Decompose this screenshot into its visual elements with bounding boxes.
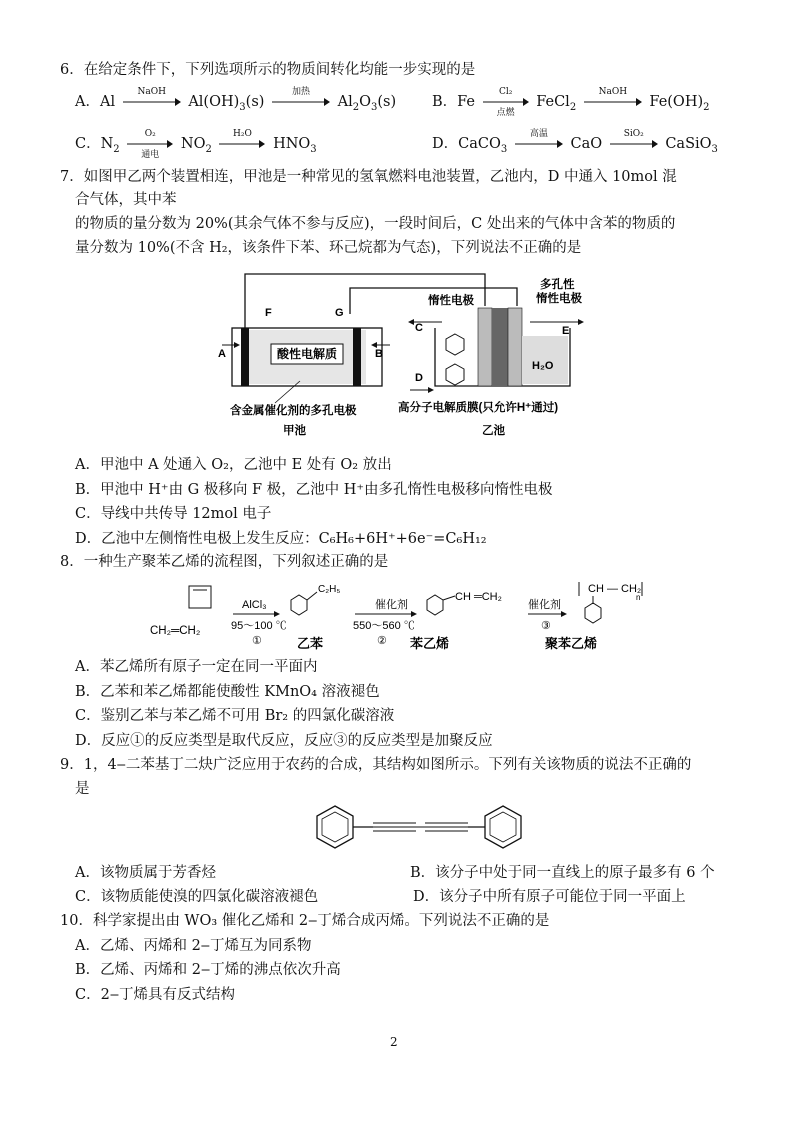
- q7-line1: 7．如图甲乙两个装置相连，甲池是一种常见的氢氧燃料电池装置，乙池内，D 中通入 10mol 混: [60, 169, 677, 185]
- label-g: G: [335, 307, 344, 319]
- polystyrene-name: 聚苯乙烯: [545, 636, 598, 651]
- reaction-arrow: 加热: [272, 95, 330, 109]
- q10-option-b: B．乙烯、丙烯和 2‒丁烯的沸点依次升高: [75, 962, 341, 978]
- reaction-arrow: NaOH: [584, 95, 642, 109]
- q10-option-a: A．乙烯、丙烯和 2‒丁烯互为同系物: [75, 938, 312, 954]
- porous-label-2: 惰性电极: [536, 293, 582, 305]
- q7-line4: 量分数为 10%(不含 H₂，该条件下苯、环己烷都为气态)，下列说法不正确的是: [75, 240, 582, 256]
- catalyst-2: 催化剂: [375, 599, 408, 611]
- reaction-arrow: Cl₂ 点燃: [483, 95, 529, 109]
- q9-line2: 是: [75, 781, 90, 797]
- membrane-caption: 高分子电解质膜(只允许H⁺通过): [398, 402, 559, 414]
- polymer-unit: CH — CH₂: [588, 583, 642, 595]
- q9-line1: 9．1，4‒二苯基丁二炔广泛应用于农药的合成，其结构如图所示。下列有关该物质的说法不正确的: [60, 757, 692, 773]
- diphenylbutadiyne-structure: [305, 798, 535, 860]
- q9-option-b: B．该分子中处于同一直线上的原子最多有 6 个: [410, 865, 715, 881]
- reaction-arrow: H₂O: [219, 137, 265, 151]
- page-number: 2: [390, 1035, 398, 1049]
- water-label: H₂O: [532, 360, 554, 372]
- vinyl-substituent: CH ═CH₂: [455, 591, 502, 603]
- q6-option-d: D．CaCO$_3$ 高温 CaO SiO₂ CaSiO$_3$: [432, 129, 718, 155]
- reaction-arrow: O₂ 通电: [127, 137, 173, 151]
- inert-electrode-label: 惰性电极: [428, 295, 474, 307]
- q8-stem: 8．一种生产聚苯乙烯的流程图，下列叙述正确的是: [60, 554, 389, 570]
- q10-option-c: C．2‒丁烯具有反式结构: [75, 987, 236, 1003]
- catalyst-1: AlCl₃: [242, 599, 267, 611]
- q6-option-c: C．$N_2$ O₂ 通电 $NO_2$ H₂O $HNO_3$: [75, 129, 317, 160]
- q7-option-b: B．甲池中 H⁺由 G 极移向 F 极，乙池中 H⁺由多孔惰性电极移向惰性电极: [75, 482, 553, 498]
- styrene-name: 苯乙烯: [410, 636, 450, 651]
- condition-1: 95～100 ℃: [231, 620, 287, 632]
- ethyl-substituent: C₂H₅: [318, 584, 341, 595]
- label-d: D: [415, 372, 423, 384]
- label-a: A: [218, 348, 226, 360]
- catalyst-3: 催化剂: [528, 599, 561, 611]
- q7-option-c: C．导线中共传导 12mol 电子: [75, 506, 272, 522]
- q6-stem: 6．在给定条件下，下列选项所示的物质间转化均能一步实现的是: [60, 62, 476, 78]
- q10-stem: 10．科学家提出由 WO₃ 催化乙烯和 2‒丁烯合成丙烯。下列说法不正确的是: [60, 913, 550, 929]
- ethylene-formula: CH₂═CH₂: [150, 625, 201, 637]
- condition-2: 550～560 ℃: [353, 620, 415, 632]
- ethylbenzene-name: 乙苯: [297, 636, 324, 651]
- q7-line2: 合气体，其中苯: [75, 192, 177, 208]
- electrolyte-label: 酸性电解质: [276, 347, 338, 361]
- q8-option-d: D．反应①的反应类型是取代反应，反应③的反应类型是加聚反应: [75, 733, 493, 749]
- catalyst-electrode-caption: 含金属催化剂的多孔电极: [230, 405, 357, 417]
- label-b: B: [375, 348, 383, 360]
- step-3: ③: [541, 620, 551, 632]
- porous-label-1: 多孔性: [540, 279, 575, 291]
- q8-flow-diagram: [145, 578, 645, 660]
- q8-option-c: C．鉴别乙苯与苯乙烯不可用 Br₂ 的四氯化碳溶液: [75, 708, 395, 724]
- q8-option-b: B．乙苯和苯乙烯都能使酸性 KMnO₄ 溶液褪色: [75, 684, 380, 700]
- step-2: ②: [377, 635, 387, 647]
- reaction-arrow: 高温: [515, 137, 563, 151]
- q6-option-a: A．Al NaOH $Al(OH)_3(s)$ 加热 $Al_2O_3(s)$: [75, 87, 397, 113]
- reaction-arrow: NaOH: [123, 95, 181, 109]
- q6-option-b: B．Fe Cl₂ 点燃 FeCl$_2$ NaOH $Fe(OH)_2$: [432, 87, 710, 118]
- yi-cell-name: 乙池: [482, 425, 505, 437]
- jia-cell-name: 甲池: [283, 425, 306, 437]
- q9-option-c: C．该物质能使溴的四氯化碳溶液褪色: [75, 889, 319, 905]
- q7-option-a: A．甲池中 A 处通入 O₂，乙池中 E 处有 O₂ 放出: [75, 457, 392, 473]
- polymer-n: n: [636, 593, 641, 602]
- label-e: E: [562, 325, 570, 337]
- q7-option-d: D．乙池中左侧惰性电极上发生反应：C₆H₆+6H⁺+6e⁻=C₆H₁₂: [75, 531, 487, 547]
- q9-option-a: A．该物质属于芳香烃: [75, 865, 216, 881]
- label-c: C: [415, 322, 423, 334]
- reaction-arrow: SiO₂: [610, 137, 658, 151]
- q7-line3: 的物质的量分数为 20%(其余气体不参与反应)，一段时间后，C 处出来的气体中含苯的物质的: [75, 216, 676, 232]
- q8-option-a: A．苯乙烯所有原子一定在同一平面内: [75, 659, 318, 675]
- q9-option-d: D．该分子中所有原子可能位于同一平面上: [413, 889, 686, 905]
- step-1: ①: [252, 635, 262, 647]
- label-f: F: [265, 307, 272, 319]
- q7-cell-diagram: [210, 266, 600, 444]
